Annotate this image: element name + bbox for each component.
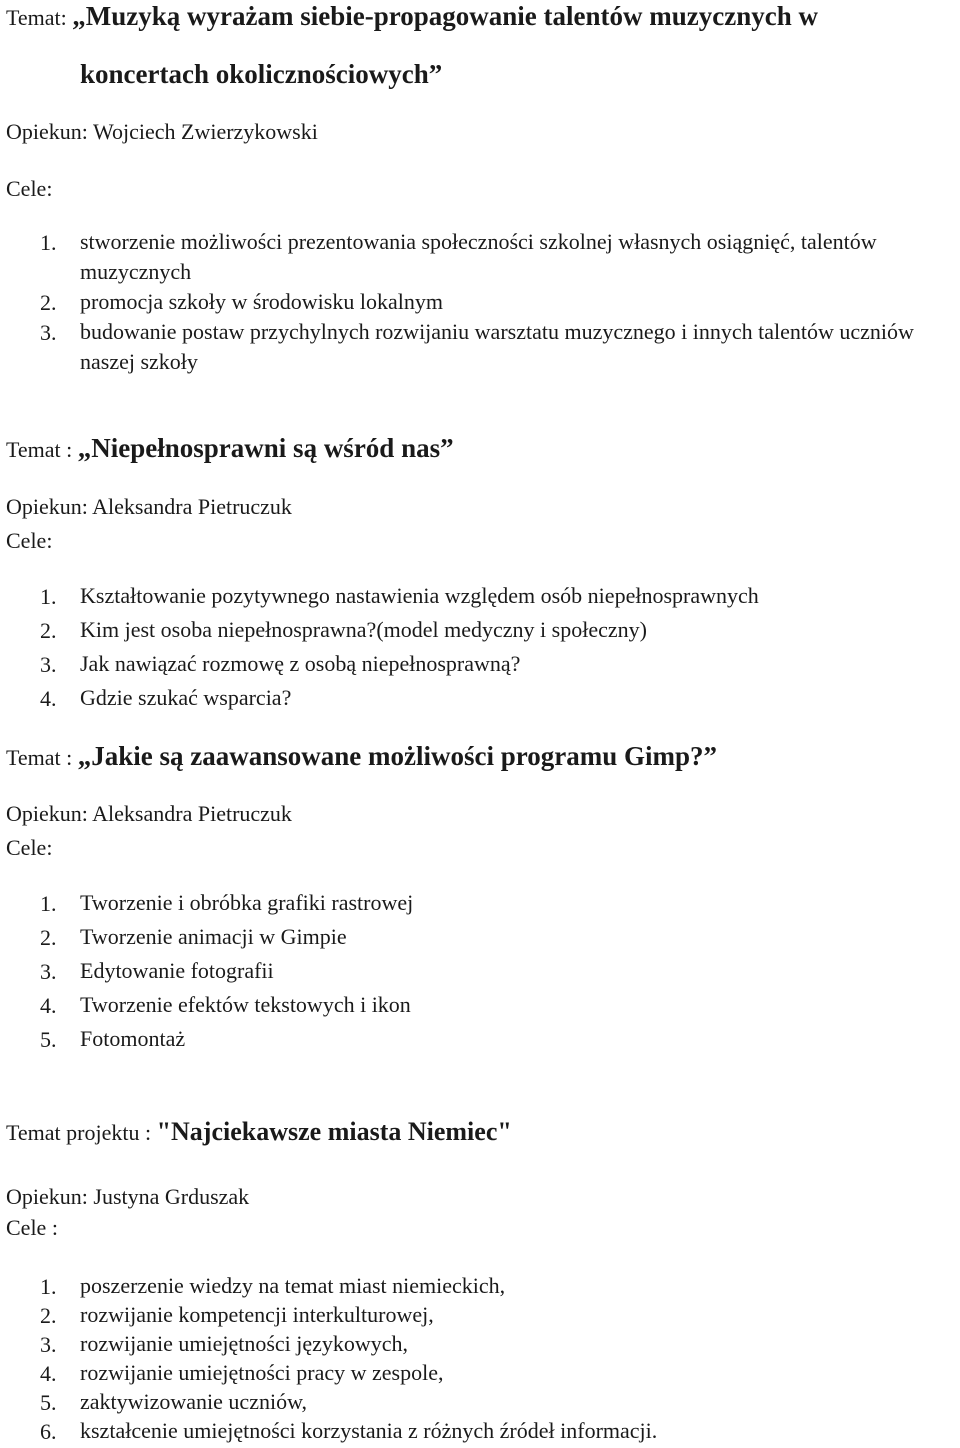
goal-number: 3. xyxy=(40,320,57,345)
goal-text: budowanie postaw przychylnych rozwijaniu warsztatu muzycznego i innych talentów uczniów naszej szkoły xyxy=(80,319,914,374)
topic-label: Temat : xyxy=(6,437,78,462)
goal-text: Tworzenie efektów tekstowych i ikon xyxy=(80,992,411,1017)
supervisor: Opiekun: Aleksandra Pietruczuk xyxy=(6,801,292,826)
goal-text: stworzenie możliwości prezentowania społeczności szkolnej własnych osiągnięć, talentów muzycznych xyxy=(80,229,877,284)
topic-heading xyxy=(6,1118,512,1147)
goal-text: rozwijanie kompetencji interkulturowej, xyxy=(80,1302,434,1327)
goal-number: 6. xyxy=(40,1419,57,1444)
goal-number: 2. xyxy=(40,925,57,950)
topic-label: Temat: xyxy=(6,5,73,30)
goal-number: 4. xyxy=(40,1361,57,1386)
goal-text: Fotomontaż xyxy=(80,1026,186,1051)
topic-title-continued: koncertach okolicznościowych” xyxy=(80,59,443,89)
topic-heading xyxy=(6,2,818,32)
goal-text: poszerzenie wiedzy na temat miast niemieckich, xyxy=(80,1273,506,1298)
goal-text: Gdzie szukać wsparcia? xyxy=(80,685,292,710)
supervisor: Opiekun: Aleksandra Pietruczuk xyxy=(6,494,292,519)
topic-heading xyxy=(6,434,454,464)
goal-text: Kim jest osoba niepełnosprawna?(model medyczny i społeczny) xyxy=(80,617,647,642)
topic-title: „Niepełnosprawni są wśród nas” xyxy=(77,433,454,463)
goal-number: 3. xyxy=(40,959,57,984)
supervisor: Opiekun: Justyna Grduszak xyxy=(6,1184,250,1209)
goal-text: promocja szkoły w środowisku lokalnym xyxy=(80,289,443,314)
topic-heading xyxy=(6,742,717,772)
goal-number: 5. xyxy=(40,1390,57,1415)
goals-label: Cele: xyxy=(6,528,53,553)
topic-title: "Najciekawsze miasta Niemiec" xyxy=(156,1117,512,1146)
goal-number: 2. xyxy=(40,618,57,643)
goal-text: rozwijanie umiejętności językowych, xyxy=(80,1331,409,1356)
goal-text: Tworzenie i obróbka grafiki rastrowej xyxy=(80,890,414,915)
supervisor: Opiekun: Wojciech Zwierzykowski xyxy=(6,119,318,144)
goals-label: Cele: xyxy=(6,176,53,201)
goal-text: Kształtowanie pozytywnego nastawienia względem osób niepełnosprawnych xyxy=(80,583,759,608)
goal-number: 1. xyxy=(40,584,57,609)
goal-number: 3. xyxy=(40,1332,57,1357)
goal-number: 4. xyxy=(40,686,57,711)
goal-text: zaktywizowanie uczniów, xyxy=(80,1389,308,1414)
goals-label: Cele : xyxy=(6,1215,58,1240)
goal-number: 3. xyxy=(40,652,57,677)
goal-number: 5. xyxy=(40,1027,57,1052)
goal-text: rozwijanie umiejętności pracy w zespole, xyxy=(80,1360,444,1385)
topic-label: Temat projektu : xyxy=(6,1120,157,1145)
goal-number: 1. xyxy=(40,230,57,255)
goal-text: Jak nawiązać rozmowę z osobą niepełnosprawną? xyxy=(80,651,521,676)
goal-text: kształcenie umiejętności korzystania z różnych źródeł informacji. xyxy=(80,1418,658,1443)
goal-number: 1. xyxy=(40,1274,57,1299)
topic-label: Temat : xyxy=(6,745,78,770)
goal-number: 2. xyxy=(40,1303,57,1328)
goal-number: 2. xyxy=(40,290,57,315)
topic-title: „Jakie są zaawansowane możliwości programu Gimp?” xyxy=(77,741,718,771)
goal-number: 4. xyxy=(40,993,57,1018)
goals-label: Cele: xyxy=(6,835,53,860)
topic-title: „Muzyką wyrażam siebie-propagowanie talentów muzycznych w xyxy=(72,1,818,31)
goal-text: Edytowanie fotografii xyxy=(80,958,274,983)
goal-number: 1. xyxy=(40,891,57,916)
goal-text: Tworzenie animacji w Gimpie xyxy=(80,924,347,949)
